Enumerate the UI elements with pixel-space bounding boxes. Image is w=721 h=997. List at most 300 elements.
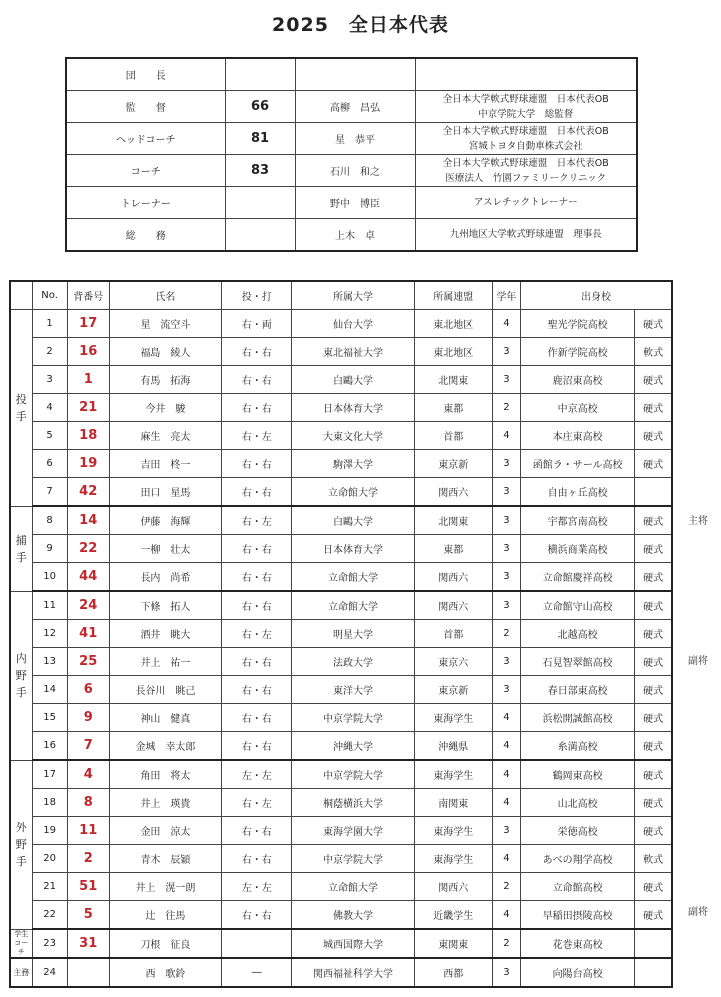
player-ball-type	[635, 929, 672, 958]
player-school: 花巻東高校	[520, 929, 634, 958]
player-university: 東洋大学	[292, 676, 414, 704]
player-grade: 3	[492, 506, 520, 535]
staff-affiliation	[415, 155, 637, 187]
player-ball-type: 硬式	[635, 901, 672, 930]
player-league: 東関東	[414, 929, 492, 958]
player-grade: 2	[492, 873, 520, 901]
table-row	[10, 704, 672, 732]
player-league: 東都	[414, 535, 492, 563]
player-jersey: 2	[67, 845, 109, 873]
player-league: 東海学生	[414, 845, 492, 873]
player-name: 金城 幸太郎	[109, 732, 221, 761]
player-university: 立命館大学	[292, 563, 414, 592]
player-university: 桐蔭横浜大学	[292, 789, 414, 817]
player-league: 西都	[414, 958, 492, 987]
player-throw-bat: 右・右	[222, 676, 292, 704]
player-no: 10	[32, 563, 67, 592]
table-row	[10, 478, 672, 507]
player-jersey: 42	[67, 478, 109, 507]
player-no: 8	[32, 506, 67, 535]
player-name: 辻 往馬	[109, 901, 221, 930]
player-no: 4	[32, 394, 67, 422]
player-league: 北関東	[414, 366, 492, 394]
player-throw-bat: 右・右	[222, 648, 292, 676]
player-throw-bat: 右・右	[222, 478, 292, 507]
staff-row	[66, 91, 637, 123]
player-jersey: 1	[67, 366, 109, 394]
staff-affiliation-line: 全日本大学軟式野球連盟 日本代表OB	[442, 157, 609, 169]
player-school: 早稲田摂陵高校	[520, 901, 634, 930]
player-school: 山北高校	[520, 789, 634, 817]
position-group-char: 学生	[14, 929, 29, 938]
table-row	[10, 366, 672, 394]
player-throw-bat: 右・右	[222, 591, 292, 620]
player-grade: 4	[492, 422, 520, 450]
player-jersey: 16	[67, 338, 109, 366]
table-row	[10, 422, 672, 450]
player-jersey: 6	[67, 676, 109, 704]
staff-number	[225, 58, 295, 91]
position-group-label	[10, 760, 32, 929]
player-school: あべの翔学高校	[520, 845, 634, 873]
player-throw-bat: 右・右	[222, 535, 292, 563]
position-group-char: 野	[15, 669, 27, 682]
player-ball-type: 硬式	[635, 620, 672, 648]
player-name: 伊藤 海輝	[109, 506, 221, 535]
player-no: 9	[32, 535, 67, 563]
header-throw-bat: 投・打	[222, 281, 292, 310]
player-throw-bat	[222, 929, 292, 958]
player-name: 今井 駿	[109, 394, 221, 422]
player-ball-type	[635, 958, 672, 987]
player-name: 長谷川 眺己	[109, 676, 221, 704]
player-name: 長内 尚希	[109, 563, 221, 592]
staff-role: コーチ	[66, 155, 225, 187]
player-school: 鶴岡東高校	[520, 760, 634, 789]
player-no: 15	[32, 704, 67, 732]
player-grade: 4	[492, 901, 520, 930]
player-jersey: 31	[67, 929, 109, 958]
player-throw-bat: ―	[222, 958, 292, 987]
player-grade: 3	[492, 563, 520, 592]
player-league: 関西六	[414, 563, 492, 592]
player-name: 西 歌鈴	[109, 958, 221, 987]
player-university: 日本体育大学	[292, 535, 414, 563]
player-no: 18	[32, 789, 67, 817]
player-university: 駒澤大学	[292, 450, 414, 478]
player-jersey: 51	[67, 873, 109, 901]
table-row	[10, 901, 672, 930]
player-ball-type: 軟式	[635, 845, 672, 873]
staff-affiliation-line: 医療法人 竹園ファミリークリニック	[445, 172, 607, 184]
player-name: 一柳 壮太	[109, 535, 221, 563]
header-no: No.	[32, 281, 67, 310]
player-jersey: 25	[67, 648, 109, 676]
player-university: 東海学園大学	[292, 817, 414, 845]
player-grade: 3	[492, 450, 520, 478]
player-grade: 4	[492, 704, 520, 732]
player-no: 24	[32, 958, 67, 987]
position-group-label	[10, 591, 32, 760]
staff-number	[225, 219, 295, 252]
staff-name: 石川 和之	[295, 155, 415, 187]
player-university: 日本体育大学	[292, 394, 414, 422]
player-name: 角田 将太	[109, 760, 221, 789]
player-university: 白鷗大学	[292, 366, 414, 394]
player-school: 石見智翠館高校	[520, 648, 634, 676]
table-row	[10, 535, 672, 563]
player-throw-bat: 右・右	[222, 563, 292, 592]
player-school: 立命館高校	[520, 873, 634, 901]
player-grade: 3	[492, 478, 520, 507]
table-row	[10, 789, 672, 817]
player-role-note: 主将	[688, 516, 708, 528]
player-university: 大東文化大学	[292, 422, 414, 450]
player-jersey: 11	[67, 817, 109, 845]
position-group-char: 主務	[13, 968, 30, 977]
table-row	[10, 591, 672, 620]
player-no: 5	[32, 422, 67, 450]
position-group-label	[10, 506, 32, 591]
player-school: 浜松開誠館高校	[520, 704, 634, 732]
player-school: 自由ヶ丘高校	[520, 478, 634, 507]
staff-table	[65, 57, 638, 252]
staff-affiliation	[415, 219, 637, 252]
staff-row	[66, 187, 637, 219]
player-name: 麻生 亮太	[109, 422, 221, 450]
player-no: 19	[32, 817, 67, 845]
player-school: 作新学院高校	[520, 338, 634, 366]
player-grade: 3	[492, 591, 520, 620]
table-row	[10, 732, 672, 761]
position-group-label	[10, 310, 32, 507]
player-ball-type: 硬式	[635, 506, 672, 535]
player-role-note: 副将	[688, 655, 708, 667]
table-row	[10, 958, 672, 987]
player-grade: 2	[492, 929, 520, 958]
player-league: 近畿学生	[414, 901, 492, 930]
player-ball-type: 硬式	[635, 394, 672, 422]
player-league: 東海学生	[414, 760, 492, 789]
position-group-char: 内	[15, 652, 27, 665]
player-jersey: 9	[67, 704, 109, 732]
player-school: 本庄東高校	[520, 422, 634, 450]
player-school: 函館ラ・サール高校	[520, 450, 634, 478]
player-grade: 3	[492, 676, 520, 704]
player-ball-type: 硬式	[635, 676, 672, 704]
player-throw-bat: 左・左	[222, 873, 292, 901]
table-row	[10, 817, 672, 845]
player-no: 2	[32, 338, 67, 366]
player-league: 沖縄県	[414, 732, 492, 761]
player-throw-bat: 右・左	[222, 789, 292, 817]
player-throw-bat: 左・左	[222, 760, 292, 789]
table-row	[10, 845, 672, 873]
player-jersey: 41	[67, 620, 109, 648]
player-university: 立命館大学	[292, 591, 414, 620]
player-throw-bat: 右・右	[222, 817, 292, 845]
table-row	[10, 648, 672, 676]
staff-affiliation-line: 全日本大学軟式野球連盟 日本代表OB	[442, 125, 609, 137]
staff-affiliation	[415, 123, 637, 155]
player-ball-type	[635, 478, 672, 507]
table-row	[10, 676, 672, 704]
player-jersey: 21	[67, 394, 109, 422]
player-ball-type: 硬式	[635, 535, 672, 563]
player-school: 向陽台高校	[520, 958, 634, 987]
player-grade: 3	[492, 338, 520, 366]
player-school: 中京高校	[520, 394, 634, 422]
player-league: 関西六	[414, 478, 492, 507]
player-no: 16	[32, 732, 67, 761]
player-university: 城西国際大学	[292, 929, 414, 958]
player-jersey: 18	[67, 422, 109, 450]
header-name: 氏名	[109, 281, 221, 310]
table-row	[10, 760, 672, 789]
player-jersey	[67, 958, 109, 987]
player-grade: 3	[492, 366, 520, 394]
page-title: 2025 全日本代表	[272, 14, 449, 36]
position-group-char: 野	[15, 838, 27, 851]
player-school: 横浜商業高校	[520, 535, 634, 563]
staff-name: 野中 博臣	[295, 187, 415, 219]
player-name: 神山 健真	[109, 704, 221, 732]
staff-row	[66, 155, 637, 187]
player-league: 東北地区	[414, 310, 492, 338]
player-league: 東海学生	[414, 817, 492, 845]
player-school: 北越高校	[520, 620, 634, 648]
player-throw-bat: 右・右	[222, 901, 292, 930]
header-jersey: 背番号	[67, 281, 109, 310]
player-grade: 2	[492, 394, 520, 422]
player-ball-type: 硬式	[635, 563, 672, 592]
table-row	[10, 563, 672, 592]
roster-table	[9, 280, 673, 988]
staff-name: 高柳 昌弘	[295, 91, 415, 123]
position-group-char: 捕	[15, 533, 27, 547]
player-jersey: 19	[67, 450, 109, 478]
player-grade: 2	[492, 620, 520, 648]
player-throw-bat: 右・右	[222, 732, 292, 761]
player-ball-type: 硬式	[635, 817, 672, 845]
player-league: 首都	[414, 620, 492, 648]
player-jersey: 8	[67, 789, 109, 817]
player-school: 宇都宮南高校	[520, 506, 634, 535]
staff-number: 81	[225, 123, 295, 155]
position-group-label	[10, 958, 32, 987]
player-name: 井上 滉一朗	[109, 873, 221, 901]
player-university: 東北福祉大学	[292, 338, 414, 366]
player-league: 東京新	[414, 450, 492, 478]
player-jersey: 44	[67, 563, 109, 592]
player-grade: 3	[492, 535, 520, 563]
player-grade: 4	[492, 310, 520, 338]
player-ball-type: 硬式	[635, 760, 672, 789]
player-name: 星 流空斗	[109, 310, 221, 338]
player-league: 南関東	[414, 789, 492, 817]
player-league: 関西六	[414, 873, 492, 901]
staff-name	[295, 58, 415, 91]
player-throw-bat: 右・左	[222, 620, 292, 648]
player-grade: 3	[492, 817, 520, 845]
table-row	[10, 620, 672, 648]
player-ball-type: 軟式	[635, 338, 672, 366]
staff-affiliation-line: 九州地区大学軟式野球連盟 理事長	[449, 229, 602, 240]
staff-affiliation-line: 宮城トヨタ自動車株式会社	[468, 140, 583, 152]
player-ball-type: 硬式	[635, 648, 672, 676]
player-name: 井上 祐一	[109, 648, 221, 676]
staff-name: 星 恭平	[295, 123, 415, 155]
position-group-char: 手	[15, 409, 27, 423]
player-university: 中京学院大学	[292, 704, 414, 732]
player-name: 有馬 拓海	[109, 366, 221, 394]
position-group-char: 投	[15, 392, 27, 406]
table-row	[10, 394, 672, 422]
player-name: 下條 拓人	[109, 591, 221, 620]
staff-row	[66, 219, 637, 252]
staff-role: トレーナー	[66, 187, 225, 219]
staff-affiliation	[415, 91, 637, 123]
staff-affiliation-line: 全日本大学軟式野球連盟 日本代表OB	[442, 93, 609, 105]
player-no: 12	[32, 620, 67, 648]
player-throw-bat: 右・左	[222, 422, 292, 450]
player-name: 吉田 柊一	[109, 450, 221, 478]
player-throw-bat: 右・右	[222, 366, 292, 394]
player-jersey: 22	[67, 535, 109, 563]
player-throw-bat: 右・右	[222, 845, 292, 873]
player-league: 北関東	[414, 506, 492, 535]
player-no: 11	[32, 591, 67, 620]
staff-number	[225, 187, 295, 219]
player-grade: 4	[492, 789, 520, 817]
player-no: 1	[32, 310, 67, 338]
player-no: 13	[32, 648, 67, 676]
player-name: 刀根 征良	[109, 929, 221, 958]
position-group-label	[10, 929, 32, 958]
player-no: 21	[32, 873, 67, 901]
player-name: 酒井 眺大	[109, 620, 221, 648]
staff-affiliation	[415, 58, 637, 91]
player-league: 東都	[414, 394, 492, 422]
header-university: 所属大学	[292, 281, 414, 310]
header-position	[10, 281, 32, 310]
header-grade: 学年	[492, 281, 520, 310]
table-row	[10, 338, 672, 366]
player-no: 23	[32, 929, 67, 958]
staff-number: 83	[225, 155, 295, 187]
player-league: 東北地区	[414, 338, 492, 366]
player-jersey: 4	[67, 760, 109, 789]
player-ball-type: 硬式	[635, 789, 672, 817]
player-school: 立命館慶祥高校	[520, 563, 634, 592]
staff-role: ヘッドコーチ	[66, 123, 225, 155]
player-university: 沖縄大学	[292, 732, 414, 761]
player-no: 17	[32, 760, 67, 789]
staff-role: 監 督	[66, 91, 225, 123]
player-jersey: 24	[67, 591, 109, 620]
player-throw-bat: 右・右	[222, 394, 292, 422]
header-league: 所属連盟	[414, 281, 492, 310]
player-jersey: 7	[67, 732, 109, 761]
table-row	[10, 929, 672, 958]
player-no: 20	[32, 845, 67, 873]
player-university: 中京学院大学	[292, 845, 414, 873]
table-row	[10, 450, 672, 478]
player-league: 東京新	[414, 676, 492, 704]
table-row	[10, 506, 672, 535]
player-throw-bat: 右・右	[222, 704, 292, 732]
player-university: 中京学院大学	[292, 760, 414, 789]
player-ball-type: 硬式	[635, 873, 672, 901]
player-jersey: 17	[67, 310, 109, 338]
staff-row	[66, 58, 637, 91]
player-ball-type: 硬式	[635, 310, 672, 338]
player-league: 関西六	[414, 591, 492, 620]
player-throw-bat: 右・右	[222, 450, 292, 478]
position-group-char: 手	[15, 855, 27, 868]
staff-role: 団 長	[66, 58, 225, 91]
player-grade: 3	[492, 648, 520, 676]
player-university: 立命館大学	[292, 873, 414, 901]
player-university: 法政大学	[292, 648, 414, 676]
player-school: 聖光学院高校	[520, 310, 634, 338]
roster-header-row	[10, 281, 672, 310]
staff-affiliation	[415, 187, 637, 219]
player-university: 仙台大学	[292, 310, 414, 338]
player-league: 首都	[414, 422, 492, 450]
player-grade: 4	[492, 845, 520, 873]
staff-affiliation-line: 中京学院大学 総監督	[478, 108, 574, 120]
player-school: 春日部東高校	[520, 676, 634, 704]
player-throw-bat: 右・右	[222, 338, 292, 366]
player-no: 14	[32, 676, 67, 704]
player-jersey: 14	[67, 506, 109, 535]
staff-affiliation-line: アスレチックトレーナー	[473, 197, 578, 208]
player-ball-type: 硬式	[635, 422, 672, 450]
player-university: 佛教大学	[292, 901, 414, 930]
player-ball-type: 硬式	[635, 732, 672, 761]
player-name: 井上 瑛貴	[109, 789, 221, 817]
player-no: 7	[32, 478, 67, 507]
staff-role: 総 務	[66, 219, 225, 252]
player-throw-bat: 右・両	[222, 310, 292, 338]
player-ball-type: 硬式	[635, 366, 672, 394]
player-school: 糸満高校	[520, 732, 634, 761]
player-throw-bat: 右・左	[222, 506, 292, 535]
header-school: 出身校	[520, 281, 672, 310]
player-name: 青木 辰穎	[109, 845, 221, 873]
player-league: 東京六	[414, 648, 492, 676]
player-jersey: 5	[67, 901, 109, 930]
player-role-note: 副将	[688, 906, 708, 918]
position-group-char: 手	[15, 550, 27, 564]
position-group-char: 外	[15, 821, 27, 834]
position-group-char: コーチ	[14, 938, 29, 956]
player-university: 立命館大学	[292, 478, 414, 507]
player-grade: 4	[492, 732, 520, 761]
player-school: 栄徳高校	[520, 817, 634, 845]
player-ball-type: 硬式	[635, 704, 672, 732]
player-school: 鹿沼東高校	[520, 366, 634, 394]
player-no: 3	[32, 366, 67, 394]
table-row	[10, 310, 672, 338]
player-no: 6	[32, 450, 67, 478]
player-league: 東海学生	[414, 704, 492, 732]
player-name: 金田 涼太	[109, 817, 221, 845]
player-university: 関西福祉科学大学	[292, 958, 414, 987]
staff-row	[66, 123, 637, 155]
position-group-char: 手	[15, 686, 27, 699]
